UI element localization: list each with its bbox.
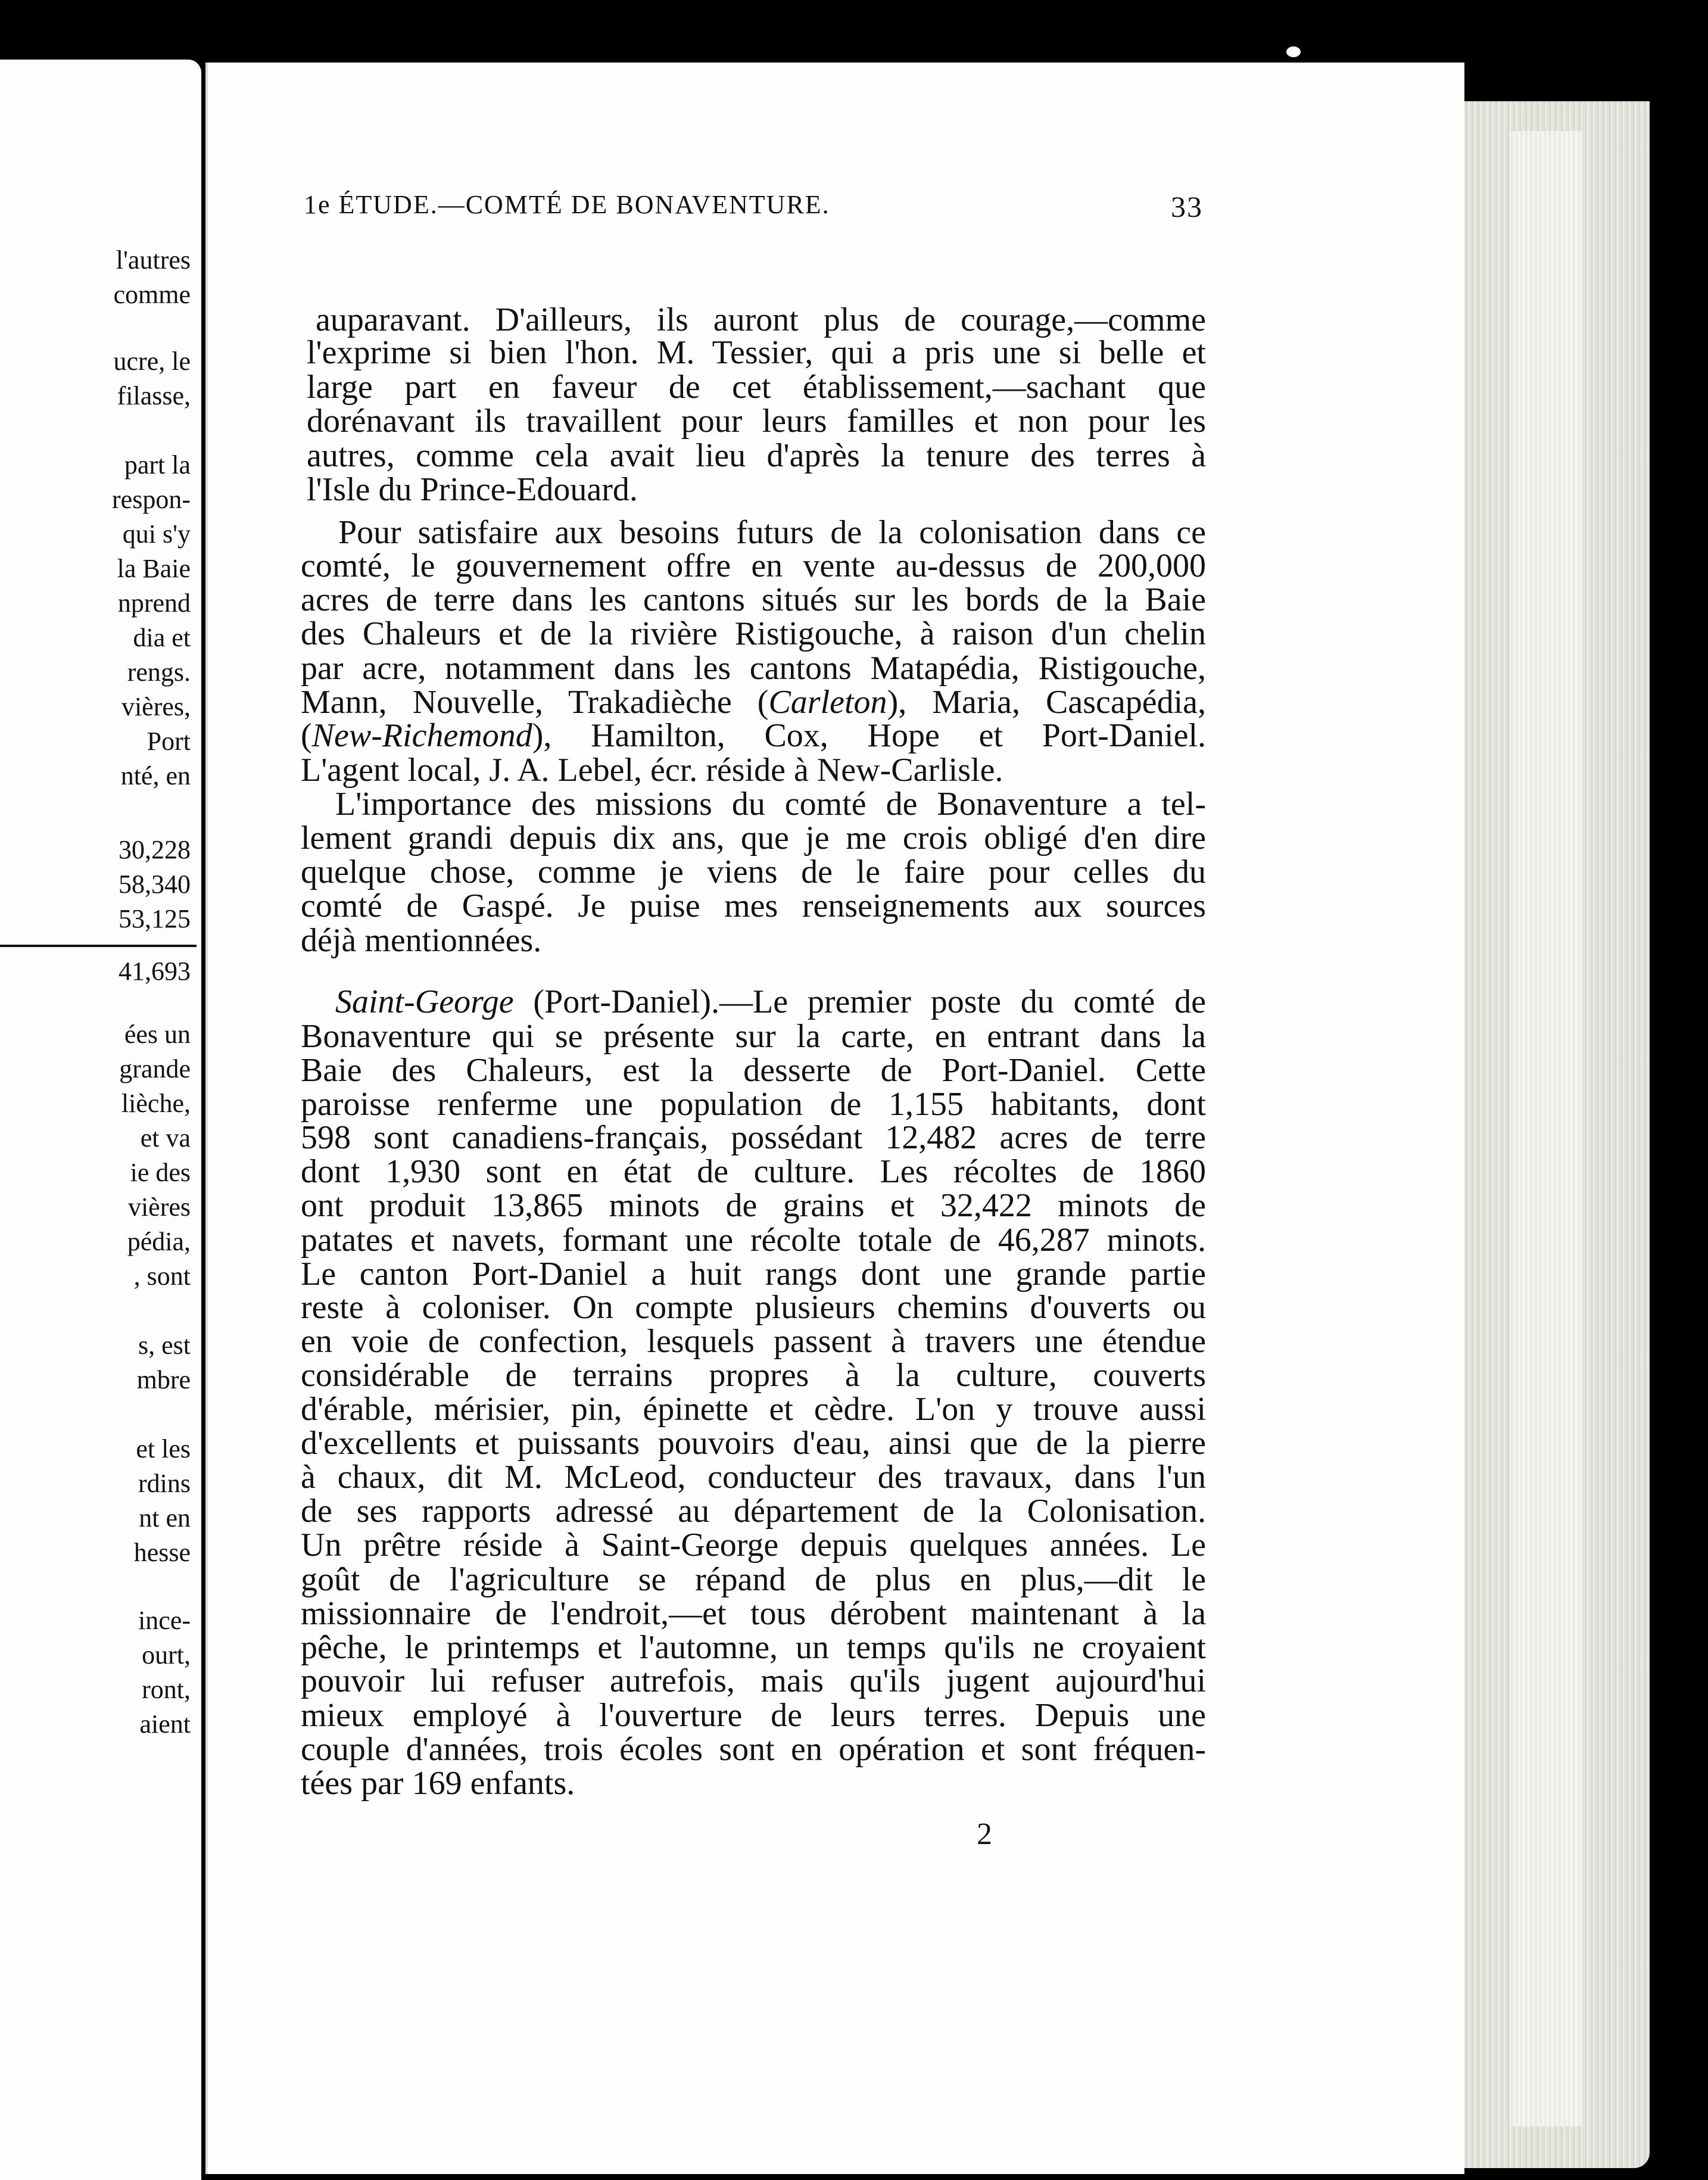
left-page-line: la Baie (117, 554, 191, 583)
body-line: Baie des Chaleurs, est la desserte de Port-Daniel. Cette (301, 1052, 1206, 1089)
left-page-line: s, est (138, 1331, 191, 1360)
body-line: d'excellents et puissants pouvoirs d'eau, ainsi que de la pierre (301, 1425, 1206, 1462)
left-page-line: ront, (142, 1675, 191, 1704)
body-line: L'agent local, J. A. Lebel, écr. réside à New-Carlisle. (301, 752, 1003, 789)
body-line: Pour satisfaire aux besoins futurs de la colonisation dans ce (338, 514, 1206, 551)
left-page-line: respon- (112, 485, 191, 514)
left-page-line: nprend (117, 588, 191, 618)
left-page-line: mbre (136, 1365, 191, 1394)
left-page-line: filasse, (117, 381, 191, 410)
body-line: patates et navets, formant une récolte totale de 46,287 minots. (301, 1222, 1206, 1259)
left-page-line: pédia, (127, 1227, 191, 1256)
left-page-line: aient (139, 1709, 191, 1739)
left-page-line: 58,340 (119, 870, 191, 899)
left-page-line: dia et (133, 623, 191, 652)
scan-speck (1286, 46, 1301, 57)
body-line: comté de Gaspé. Je puise mes renseignements aux sources (301, 887, 1206, 924)
page-number: 33 (1171, 190, 1203, 223)
left-page-line: qui s'y (122, 519, 191, 549)
body-line: comté, le gouvernement offre en vente au-dessus de 200,000 (301, 547, 1206, 584)
body-line: l'Isle du Prince-Edouard. (307, 471, 638, 508)
body-line: Mann, Nouvelle, Trakadièche (Carleton), Maria, Cascapédia, (301, 684, 1207, 721)
body-line: paroisse renferme une population de 1,155 habitants, dont (301, 1086, 1206, 1123)
left-page-line: Port (147, 727, 191, 756)
signature-mark: 2 (977, 1817, 992, 1851)
left-page-line: part la (124, 450, 191, 479)
left-page-line: comme (113, 280, 191, 309)
left-page-line: ince- (138, 1606, 191, 1635)
body-line: l'exprime si bien l'hon. M. Tessier, qui a pris une si belle et (307, 334, 1206, 371)
body-line: couple d'années, trois écoles sont en opération et sont fréquen- (301, 1731, 1206, 1768)
body-line: Bonaventure qui se présente sur la carte, en entrant dans la (301, 1018, 1206, 1055)
body-line: à chaux, dit M. McLeod, conducteur des travaux, dans l'un (301, 1459, 1206, 1496)
body-line: (New-Richemond), Hamilton, Cox, Hope et Port-Daniel. (301, 717, 1206, 754)
left-page-line: et va (140, 1123, 191, 1153)
body-line: d'érable, mérisier, pin, épinette et cèdre. L'on y trouve aussi (301, 1391, 1206, 1428)
running-head (304, 189, 1203, 223)
body-line: goût de l'agriculture se répand de plus en plus,—dit le (301, 1561, 1206, 1598)
body-line: considérable de terrains propres à la culture, couverts (301, 1357, 1206, 1394)
body-line: 598 sont canadiens-français, possédant 12,482 acres de terre (301, 1119, 1206, 1156)
body-line: L'importance des missions du comté de Bonaventure a tel- (335, 786, 1206, 823)
body-line: dont 1,930 sont en état de culture. Les récoltes de 1860 (301, 1153, 1206, 1190)
left-page-line: 41,693 (119, 957, 191, 986)
body-line: acres de terre dans les cantons situés sur les bords de la Baie (301, 581, 1206, 618)
left-page-line: vières, (121, 692, 191, 721)
body-line: quelque chose, comme je viens de le faire pour celles du (301, 854, 1206, 890)
left-page-line: 53,125 (119, 904, 191, 933)
left-page-line: ées un (124, 1020, 191, 1049)
left-page-line: rengs. (127, 658, 191, 687)
running-head-title: 1e ÉTUDE.—COMTÉ DE BONAVENTURE. (304, 190, 830, 219)
body-line: Le canton Port-Daniel a huit rangs dont une grande partie (301, 1256, 1206, 1293)
body-line: tées par 169 enfants. (301, 1765, 575, 1802)
body-line: pouvoir lui refuser autrefois, mais qu'ils jugent aujourd'hui (301, 1662, 1206, 1699)
body-line: en voie de confection, lesquels passent à travers une étendue (301, 1323, 1206, 1360)
previous-page-fragment (0, 60, 201, 2180)
body-line: Saint-George (Port-Daniel).—Le premier poste du comté de (335, 983, 1206, 1020)
body-line: reste à coloniser. On compte plusieurs chemins d'ouverts ou (301, 1289, 1206, 1326)
left-page-line: grande (119, 1054, 191, 1083)
body-line: Un prêtre réside à Saint-George depuis quelques années. Le (301, 1527, 1206, 1564)
left-page-line: lièche, (121, 1089, 191, 1118)
left-page-line: hesse (133, 1538, 191, 1567)
body-line: mieux employé à l'ouverture de leurs terres. Depuis une (301, 1697, 1206, 1734)
left-page-line: et les (136, 1434, 191, 1463)
body-line: autres, comme cela avait lieu d'après la tenure des terres à (307, 437, 1206, 474)
left-page-line: ucre, le (113, 347, 191, 376)
body-line: lement grandi depuis dix ans, que je me crois obligé d'en dire (301, 820, 1206, 857)
left-page-line: ourt, (142, 1640, 191, 1670)
body-line: par acre, notamment dans les cantons Matapédia, Ristigouche, (301, 650, 1206, 687)
body-line: pêche, le printemps et l'automne, un temps qu'ils ne croyaient (301, 1629, 1206, 1666)
body-line: missionnaire de l'endroit,—et tous dérobent maintenant à la (301, 1595, 1206, 1632)
left-page-line: vières (127, 1192, 191, 1222)
left-page-line: , sont (133, 1262, 191, 1291)
body-line: de ses rapports adressé au département de la Colonisation. (301, 1493, 1206, 1530)
body-line: des Chaleurs et de la rivière Ristigouche, à raison d'un chelin (301, 615, 1206, 652)
left-page-line: nté, en (120, 761, 191, 790)
left-page-line: ie des (130, 1158, 191, 1187)
body-line: dorénavant ils travaillent pour leurs familles et non pour les (307, 403, 1206, 440)
body-line: large part en faveur de cet établissement,—sachant que (307, 369, 1206, 406)
body-line: auparavant. D'ailleurs, ils auront plus de courage,—comme (316, 301, 1206, 338)
body-line: déjà mentionnées. (301, 922, 542, 959)
left-page-line: l'autres (116, 245, 191, 275)
left-page-line: 30,228 (119, 835, 191, 864)
body-line: ont produit 13,865 minots de grains et 32,422 minots de (301, 1187, 1206, 1224)
book-page-edges (1453, 101, 1650, 2168)
left-page-line: rdins (138, 1469, 191, 1498)
left-page-line: nt en (139, 1503, 191, 1533)
left-page-sum-rule (0, 945, 197, 947)
